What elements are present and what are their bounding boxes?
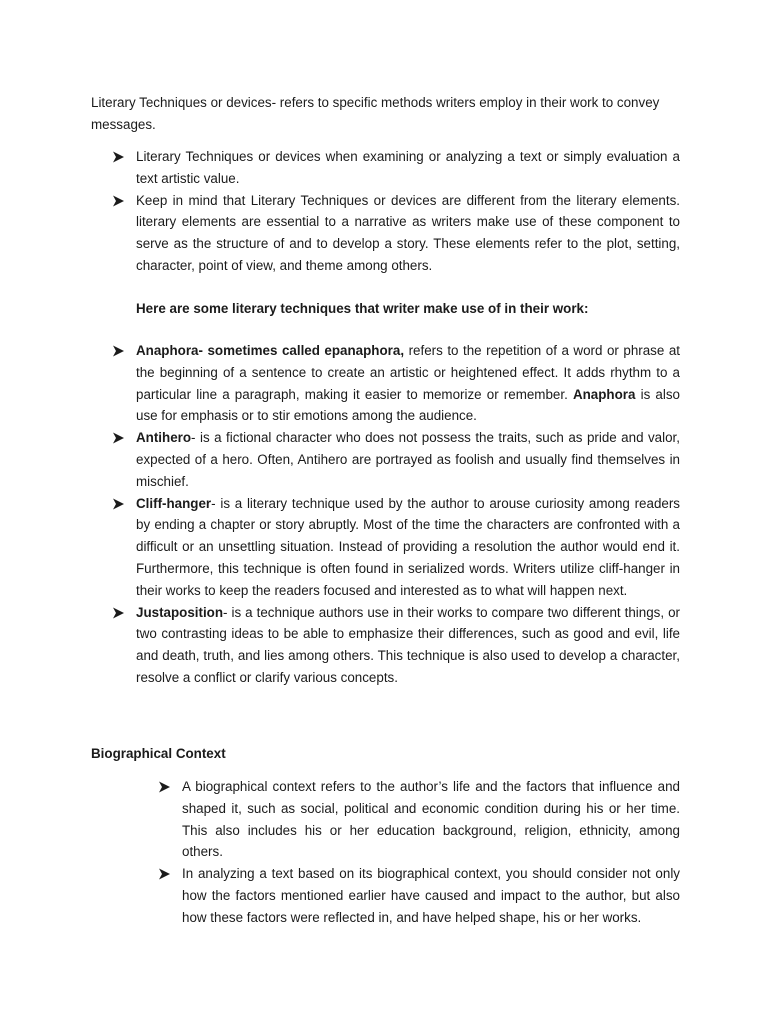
list-item-text: A biographical context refers to the author’s life and the factors that influence and shaped it, such as social, political and economic condition during his or her time. This also includes his or her education background, religion, ethnicity, among others.: [182, 779, 680, 860]
technique-definition: - is a fictional character who does not possess the traits, such as pride and valor, expected of a hero. Often, Antihero are portrayed as foolish and usually find themselves in mischief.: [136, 430, 680, 489]
arrowhead-bullet-icon: [112, 607, 125, 619]
techniques-list: [112, 340, 680, 689]
list-item: [158, 776, 680, 863]
technique-item-anaphora: [112, 340, 680, 427]
arrowhead-bullet-icon: [112, 195, 125, 207]
technique-definition: - is a technique authors use in their works to compare two different things, or two contrasting ideas to be able to emphasize their differences, such as good and evil, life and death, truth, and lies among others. This technique is also used to develop a character, resolve a conflict or clarify various concepts.: [136, 604, 680, 685]
technique-term: Antihero: [136, 430, 192, 446]
list-item: [112, 190, 680, 277]
arrowhead-bullet-icon: [112, 498, 125, 510]
technique-item-justaposition: [112, 602, 680, 689]
technique-item-antihero: [112, 427, 680, 492]
list-item-text: In analyzing a text based on its biographical context, you should consider not only how the factors mentioned earlier have caused and impact to the author, but also how these factors were reflected in, and have helped shape, his or her works.: [182, 866, 680, 925]
technique-definition: - is a literary technique used by the author to arouse curiosity among readers by ending a chapter or story abruptly. Most of the time the characters are confronted with a difficult or an unsettling situation. Instead of providing a resolution the author would end it. Furthermore, this technique is often found in serialized words. Writers utilize cliff-hanger in their works to keep the readers focused and interested as to what will happen next.: [136, 495, 680, 598]
techniques-heading: Here are some literary techniques that writer make use of in their work:: [136, 301, 589, 316]
technique-term: Justaposition: [136, 604, 224, 620]
arrowhead-bullet-icon: [112, 151, 125, 163]
list-item: [158, 863, 680, 928]
biographical-context-list: [158, 776, 680, 929]
intro-paragraph: Literary Techniques or devices- refers to specific methods writers employ in their work to convey messages.: [91, 95, 660, 132]
technique-term: Anaphora- sometimes called epanaphora,: [136, 343, 405, 358]
list-item-text: Literary Techniques or devices when examining or analyzing a text or simply evaluation a text artistic value.: [136, 149, 680, 186]
arrowhead-bullet-icon: [158, 868, 171, 880]
technique-term: Cliff-hanger: [136, 495, 212, 511]
biographical-context-heading: Biographical Context: [91, 746, 226, 761]
technique-definition: refers to the repetition of a word or phrase at the beginning of a sentence to create an artistic or heightened effect. It adds rhythm to a particular line a paragraph, making it easier to memorize or remember.: [136, 343, 680, 402]
technique-definition-continued: is also use for emphasis or to stir emotions among the audience.: [136, 386, 680, 424]
technique-item-cliff-hanger: [112, 493, 680, 602]
arrowhead-bullet-icon: [112, 345, 125, 357]
list-item: [112, 146, 680, 190]
technique-term-repeat: Anaphora: [572, 386, 636, 402]
definition-list: [112, 146, 680, 277]
arrowhead-bullet-icon: [112, 432, 125, 444]
arrowhead-bullet-icon: [158, 781, 171, 793]
list-item-text: Keep in mind that Literary Techniques or devices are different from the literary elements. literary elements are essential to a narrative as writers make use of these component to serve as the structure of and to develop a story. These elements refer to the plot, setting, character, point of view, and theme among others.: [136, 192, 680, 273]
